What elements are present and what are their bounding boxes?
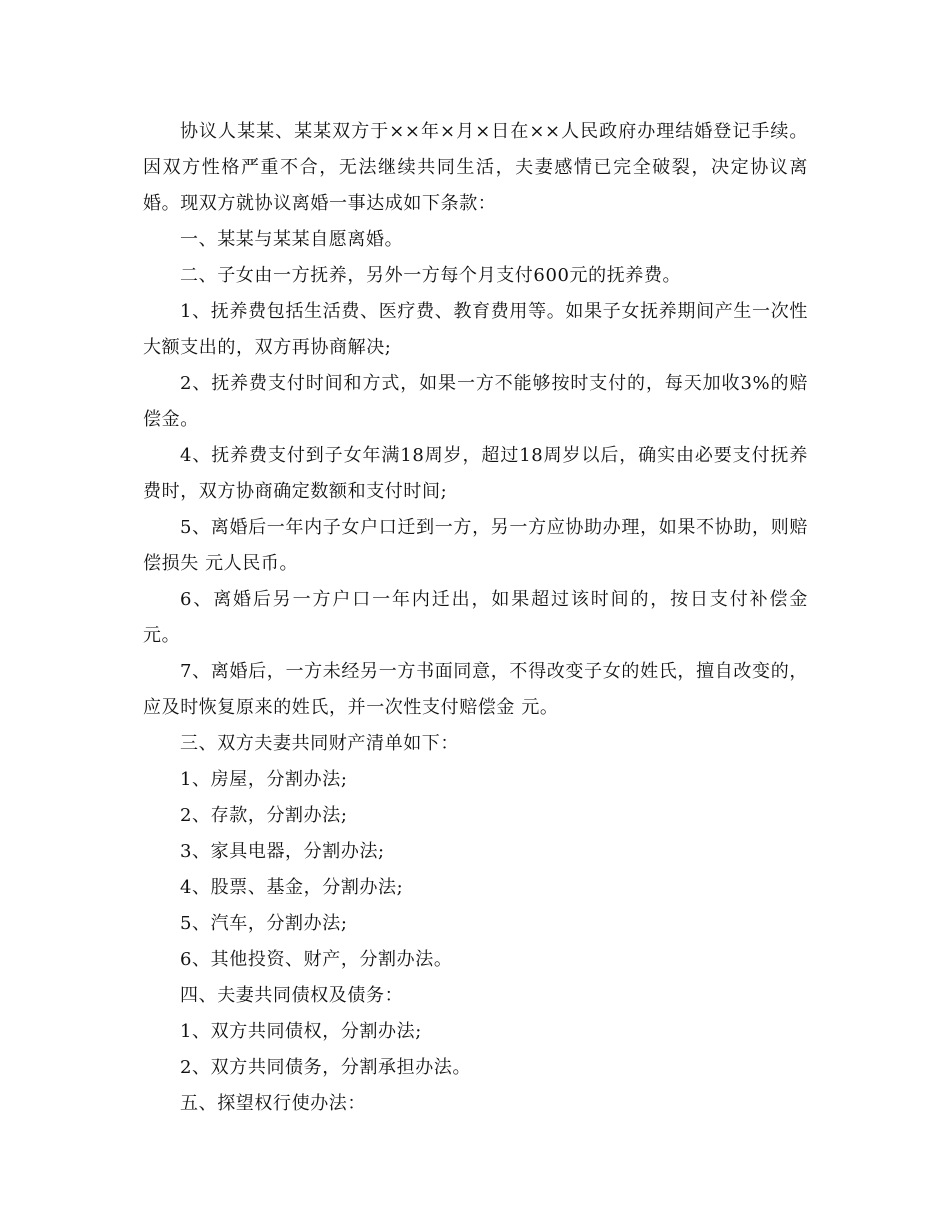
clause-3-property-list: 三、双方夫妻共同财产清单如下：	[180, 733, 459, 754]
clause-3-item-1: 1、房屋，分割办法;	[180, 769, 348, 790]
clause-1-voluntary-divorce: 一、某某与某某自愿离婚。	[180, 229, 404, 250]
clause-2-item-2: 2、抚养费支付时间和方式，如果一方不能够按时支付的，每天加收3%的赔偿金。	[143, 373, 808, 430]
document-body	[143, 114, 808, 1122]
clause-5-visitation: 五、探望权行使办法：	[180, 1093, 366, 1114]
clause-3-item-5: 5、汽车，分割办法;	[180, 913, 348, 934]
clause-2-item-4: 4、抚养费支付到子女年满18周岁，超过18周岁以后，确实由必要支付抚养费时，双方协商确定数额和支付时间;	[143, 445, 808, 502]
preamble-paragraph: 协议人某某、某某双方于××年×月×日在××人民政府办理结婚登记手续。因双方性格严重不合，无法继续共同生活，夫妻感情已完全破裂，决定协议离婚。现双方就协议离婚一事达成如下条款：	[143, 121, 808, 214]
clause-2-item-7: 7、离婚后，一方未经另一方书面同意，不得改变子女的姓氏，擅自改变的，应及时恢复原来的姓氏，并一次性支付赔偿金 元。	[143, 661, 808, 718]
clause-4-item-1: 1、双方共同债权，分割办法;	[180, 1021, 422, 1042]
clause-2-child-custody: 二、子女由一方抚养，另外一方每个月支付600元的抚养费。	[180, 265, 682, 286]
clause-3-item-4: 4、股票、基金，分割办法;	[180, 877, 404, 898]
clause-2-item-5: 5、离婚后一年内子女户口迁到一方，另一方应协助办理，如果不协助，则赔偿损失 元人民币。	[143, 517, 808, 574]
clause-2-item-1: 1、抚养费包括生活费、医疗费、教育费用等。如果子女抚养期间产生一次性大额支出的，双方再协商解决;	[143, 301, 808, 358]
clause-3-item-6: 6、其他投资、财产，分割办法。	[180, 949, 453, 970]
clause-3-item-3: 3、家具电器，分割办法;	[180, 841, 385, 862]
clause-4-item-2: 2、双方共同债务，分割承担办法。	[180, 1057, 472, 1078]
clause-4-debts: 四、夫妻共同债权及债务：	[180, 985, 404, 1006]
clause-2-item-6: 6、离婚后另一方户口一年内迁出，如果超过该时间的，按日支付补偿金 元。	[143, 589, 808, 646]
clause-3-item-2: 2、存款，分割办法;	[180, 805, 348, 826]
